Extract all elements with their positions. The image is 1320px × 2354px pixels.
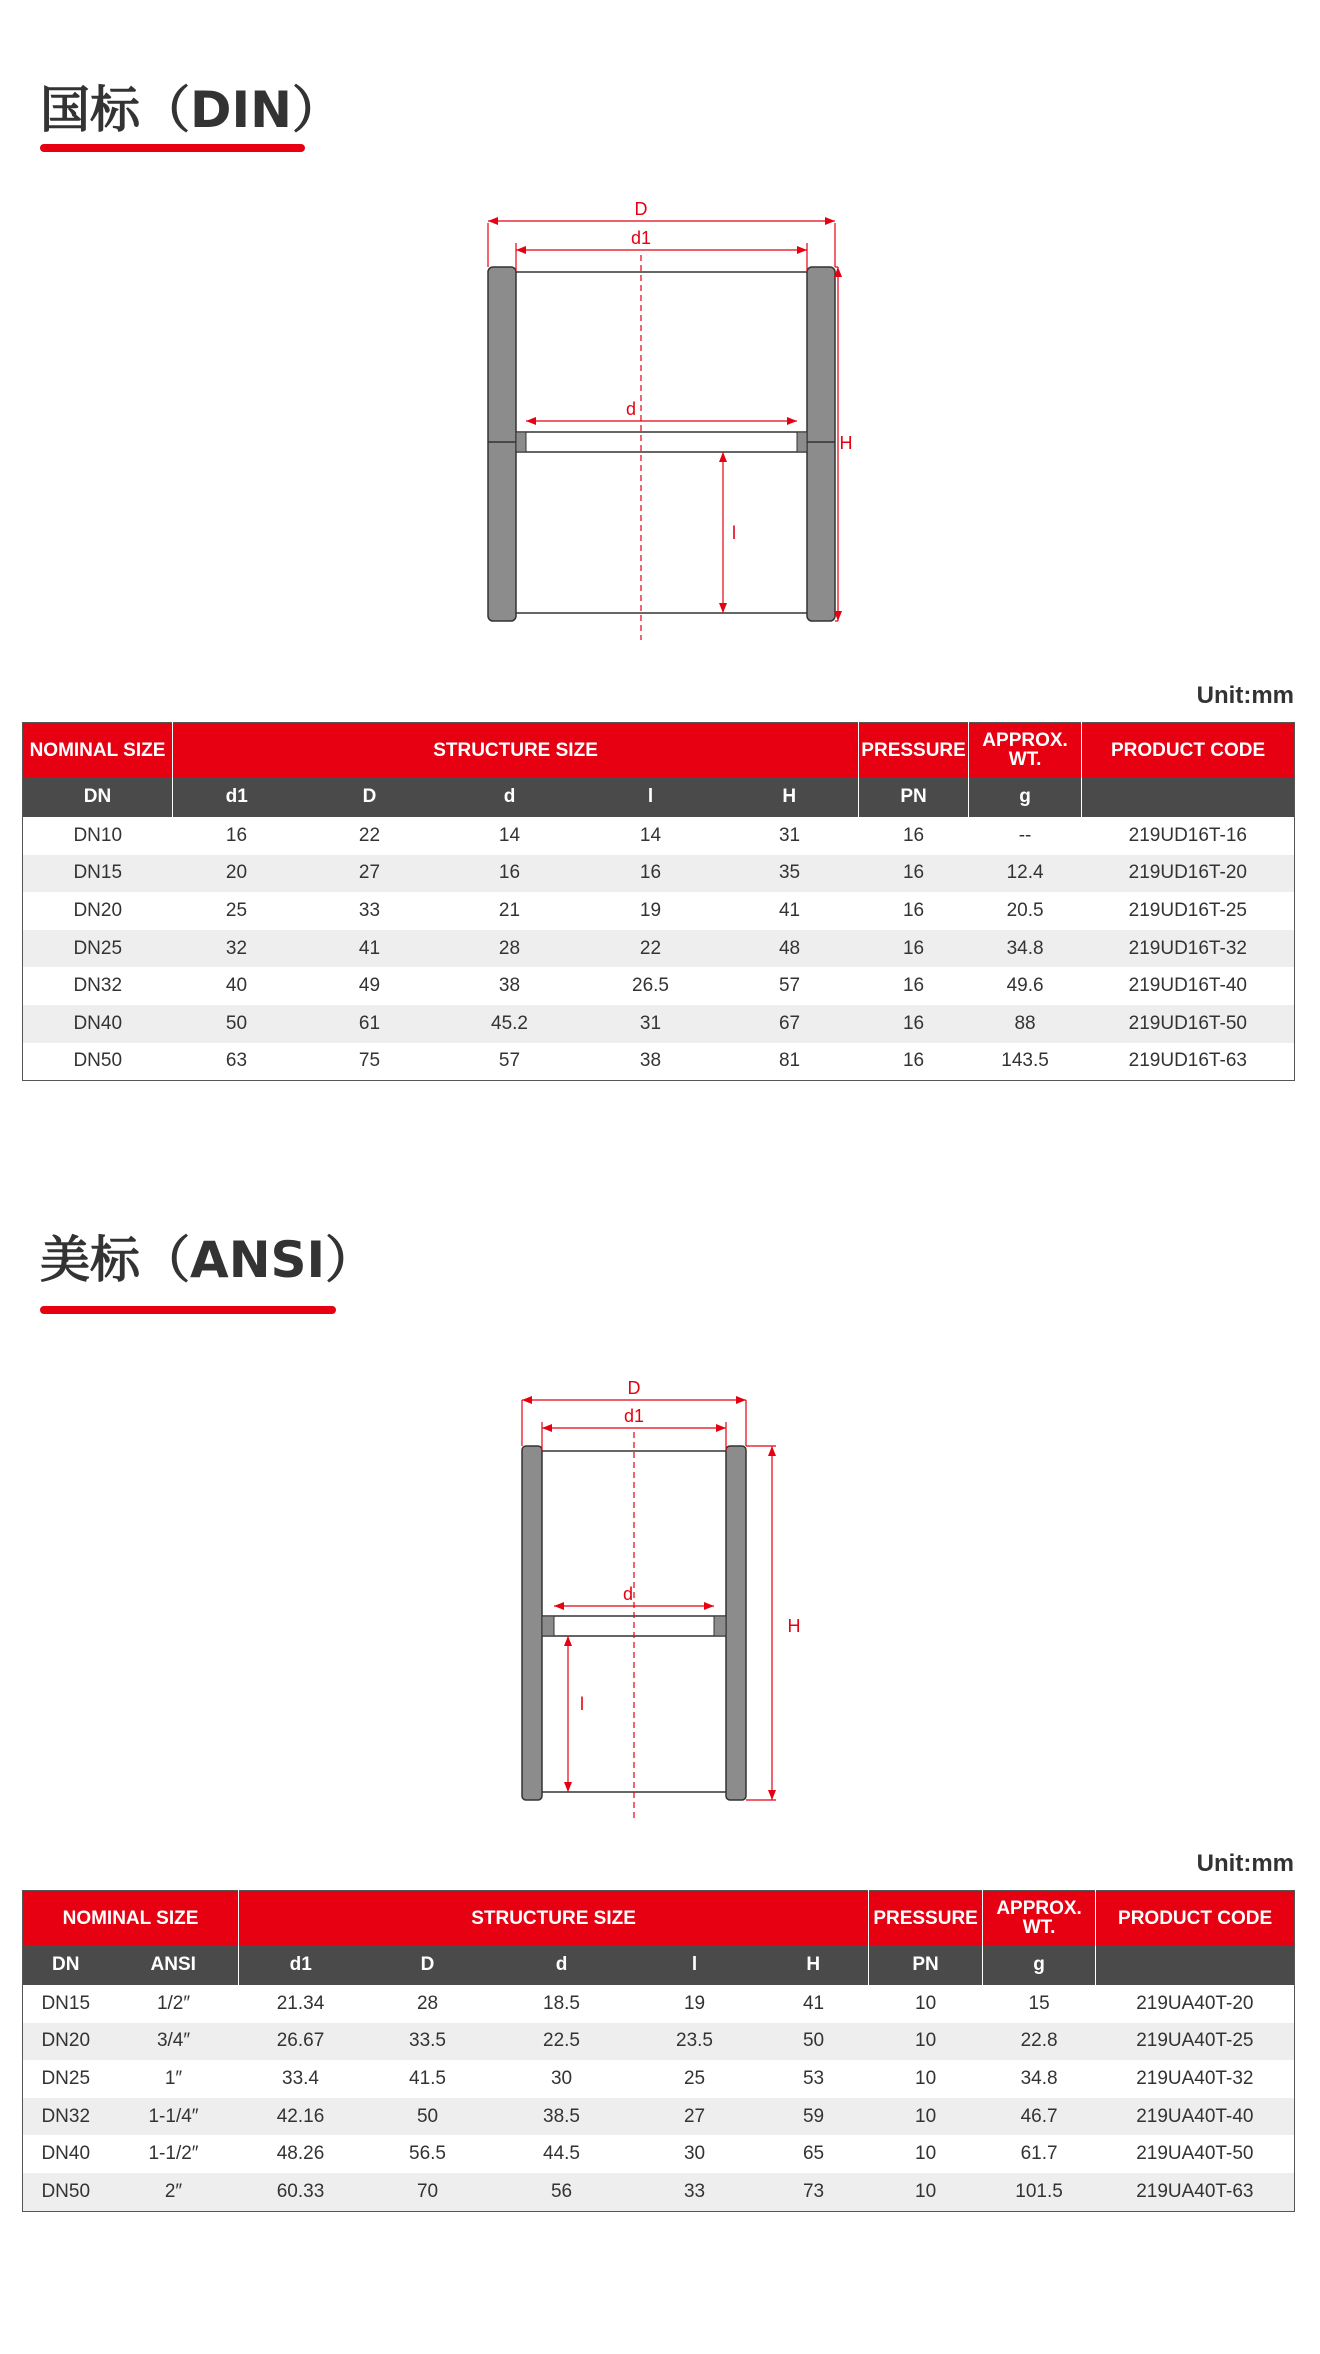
din-table-cell: 21 [498,899,521,921]
din-coupling-diagram [470,195,853,655]
ansi-table-cell: 59 [759,2098,869,2136]
din-table-cell: 28 [439,930,581,968]
ansi-header-pressure: PRESSURE [869,1891,983,1946]
ansi-table-cell: 46.7 [983,2098,1096,2136]
ansi-header-approx: APPROX. WT. [983,1891,1096,1946]
din-title-underline [40,144,305,152]
ansi-header-nominal: NOMINAL SIZE [23,1891,239,1946]
ansi-spec-table [22,1890,1295,2212]
ansi-table-cell: 38.5 [493,2098,631,2136]
ansi-sub-l: l [631,1945,759,1985]
din-table-cell: 20.5 [1006,899,1044,921]
din-table-cell: 16 [859,855,969,893]
ansi-table-cell: 10 [915,2143,937,2165]
ansi-table-cell: 1″ [164,2067,183,2089]
ansi-table-cell: 28 [416,1992,439,2014]
ansi-table-cell: DN25 [41,2067,91,2089]
din-table-cell: 33 [358,899,381,921]
din-table-cell: 41 [301,930,439,968]
ansi-table-cell: 2″ [109,2173,239,2211]
din-table-cell: 67 [721,1005,859,1043]
din-label-D: D [634,199,648,219]
ansi-table-cell: 56 [493,2173,631,2211]
ansi-table-cell: 44.5 [543,2143,580,2165]
ansi-table-cell: 101.5 [983,2173,1096,2211]
ansi-table-cell: 219UA40T-25 [1096,2023,1295,2061]
ansi-table-cell: 42.16 [239,2098,363,2136]
ansi-table-cell: 22.8 [983,2023,1096,2061]
din-table-cell: 38 [639,1050,662,1072]
ansi-table-cell: 10 [915,2067,937,2089]
din-table-body [23,817,1295,1081]
ansi-header-row [23,1891,1295,1946]
din-table-cell: 35 [721,855,859,893]
din-table-cell: 81 [778,1050,801,1072]
din-table-cell: 26.5 [632,975,669,997]
din-table-cell: 41 [778,899,801,921]
ansi-table-cell: 1/2″ [156,1992,191,2014]
din-table-cell: 219UD16T-16 [1128,824,1247,846]
ansi-table-cell: 219UA40T-40 [1096,2098,1295,2136]
din-sub-d1: d1 [173,777,301,817]
din-sub-dn: DN [23,777,173,817]
din-table-cell: 16 [581,855,721,893]
ansi-sub-ansi: ANSI [109,1945,239,1985]
din-sub-D: D [301,777,439,817]
din-table-cell: 16 [902,975,925,997]
din-table-cell: 16 [859,930,969,968]
din-table-cell: 38 [498,975,521,997]
din-table-cell: DN50 [73,1050,123,1072]
din-table-cell: 16 [902,1050,925,1072]
ansi-coupling-diagram [510,1378,810,1842]
din-table-cell: 31 [581,1005,721,1043]
din-sub-d: d [439,777,581,817]
din-coupling-body [488,255,835,640]
din-unit-label: Unit:mm [1196,682,1294,709]
din-table-cell: 57 [778,975,801,997]
ansi-table-row [23,2173,1295,2211]
din-table-cell: 45.2 [439,1005,581,1043]
ansi-table-row [23,2023,1295,2061]
din-table-row [23,1043,1295,1081]
din-table-cell: 14 [639,824,662,846]
din-table-cell: DN40 [23,1005,173,1043]
din-table-cell: DN25 [23,930,173,968]
ansi-table-cell: 50 [363,2098,493,2136]
ansi-table-cell: 15 [1028,1992,1050,2014]
din-table-cell: 219UD16T-32 [1082,930,1295,968]
ansi-table-cell: 25 [683,2067,706,2089]
din-table-cell: DN32 [73,975,123,997]
ansi-label-d: d [622,1584,634,1604]
ansi-sub-H: H [759,1945,869,1985]
ansi-table-cell: 53 [802,2067,825,2089]
din-table-cell: 16 [439,855,581,893]
din-table-cell: 219UD16T-63 [1128,1050,1247,1072]
din-header-row [23,723,1295,778]
ansi-table-cell: 22.5 [493,2023,631,2061]
ansi-table-cell: 23.5 [631,2023,759,2061]
din-label-d: d [625,399,637,419]
ansi-table-cell: 1-1/4″ [109,2098,239,2136]
din-table-cell: 14 [498,824,521,846]
din-section [0,0,1320,1100]
ansi-table-cell: 70 [363,2173,493,2211]
ansi-table-cell: 33 [631,2173,759,2211]
ansi-section [0,1150,1320,2350]
ansi-table-cell: 10 [869,2023,983,2061]
din-sub-pn: PN [859,777,969,817]
ansi-label-l: l [580,1694,584,1714]
ansi-sub-dn: DN [23,1945,109,1985]
ansi-table-row [23,2060,1295,2098]
din-header-nominal: NOMINAL SIZE [23,723,173,778]
ansi-table-row [23,2135,1295,2173]
ansi-label-d1: d1 [623,1406,645,1426]
din-dimension-lines [488,217,842,621]
din-table-row [23,892,1295,930]
ansi-table-cell: 73 [759,2173,869,2211]
ansi-sub-blank [1096,1945,1295,1985]
ansi-table-cell: 65 [802,2143,825,2165]
ansi-table-cell: 60.33 [239,2173,363,2211]
din-table-row [23,855,1295,893]
din-table-cell: 219UD16T-20 [1082,855,1295,893]
din-table-cell: 32 [173,930,301,968]
ansi-table-cell: 48.26 [276,2143,325,2165]
din-table-cell: 34.8 [969,930,1082,968]
din-header-product-code: PRODUCT CODE [1082,723,1295,778]
din-header-pressure: PRESSURE [859,723,969,778]
ansi-table-cell: 3/4″ [109,2023,239,2061]
ansi-table-cell: 19 [683,1992,706,2014]
ansi-table-cell: 41.5 [409,2067,446,2089]
ansi-table-cell: 33.4 [282,2067,319,2089]
din-table-cell: 40 [225,975,248,997]
ansi-table-body [23,1985,1295,2211]
ansi-table-cell: 61.7 [1020,2143,1058,2165]
din-table-cell: 48 [721,930,859,968]
ansi-title: 美标（ANSI） [40,1231,376,1289]
din-table-row [23,1005,1295,1043]
din-table-cell: 75 [358,1050,381,1072]
ansi-sub-g: g [983,1945,1096,1985]
din-table-cell: 88 [969,1005,1082,1043]
din-table-cell: DN20 [73,899,123,921]
ansi-table-cell: 34.8 [1020,2067,1058,2089]
ansi-table-cell: 10 [915,1992,937,2014]
ansi-table-cell: DN50 [23,2173,109,2211]
din-table-cell: 16 [225,824,248,846]
din-table-cell: 57 [498,1050,521,1072]
ansi-table-cell: 26.67 [239,2023,363,2061]
ansi-sub-d1: d1 [239,1945,363,1985]
din-table-cell: 22 [358,824,381,846]
din-title: 国标（DIN） [40,81,342,139]
ansi-subheader-row [23,1945,1295,1985]
ansi-table-cell: 219UA40T-32 [1136,2067,1254,2089]
din-table-cell: 50 [173,1005,301,1043]
din-table-cell: 12.4 [969,855,1082,893]
ansi-table-cell: DN40 [41,2143,91,2165]
ansi-label-H: H [787,1616,801,1636]
din-sub-H: H [721,777,859,817]
ansi-table-cell: 219UA40T-20 [1136,1992,1254,2014]
din-table-cell: 219UD16T-40 [1128,975,1247,997]
ansi-table-cell: 219UA40T-63 [1096,2173,1295,2211]
ansi-table-cell: 30 [550,2067,573,2089]
din-table-cell: 19 [639,899,662,921]
ansi-table-cell: 1-1/2″ [148,2143,199,2165]
din-table-cell: 16 [859,1005,969,1043]
ansi-sub-D: D [363,1945,493,1985]
din-table-cell: DN10 [73,824,123,846]
din-subheader-row [23,777,1295,817]
din-table-cell: 16 [902,824,925,846]
ansi-table-cell: 27 [631,2098,759,2136]
din-table-cell: -- [1018,824,1032,846]
ansi-table-cell: 56.5 [409,2143,446,2165]
ansi-header-structure: STRUCTURE SIZE [239,1891,869,1946]
ansi-table-cell: DN32 [23,2098,109,2136]
din-header-structure: STRUCTURE SIZE [173,723,859,778]
ansi-header-product-code: PRODUCT CODE [1096,1891,1295,1946]
din-table-cell: 143.5 [1001,1050,1049,1072]
din-table-cell: 219UD16T-25 [1128,899,1247,921]
ansi-table-cell: 50 [759,2023,869,2061]
din-label-d1: d1 [630,228,652,248]
ansi-table-cell: DN20 [23,2023,109,2061]
din-sub-g: g [969,777,1082,817]
din-table-cell: 31 [778,824,801,846]
din-label-l: l [732,523,736,543]
ansi-table-cell: 30 [683,2143,706,2165]
din-table-cell: 22 [581,930,721,968]
din-table-cell: 49 [358,975,381,997]
din-table-cell: 16 [902,899,925,921]
din-label-H: H [839,433,853,453]
din-table-cell: 25 [225,899,248,921]
din-table-cell: 49.6 [1006,975,1044,997]
ansi-coupling-body [522,1432,746,1822]
ansi-table-cell: 41 [802,1992,825,2014]
ansi-table-cell: 33.5 [363,2023,493,2061]
din-table-row [23,817,1295,855]
din-table-row [23,930,1295,968]
din-table-cell: 61 [301,1005,439,1043]
din-table-cell: 27 [301,855,439,893]
din-table-cell: DN15 [23,855,173,893]
ansi-table-row [23,1985,1295,2023]
ansi-table-cell: 21.34 [276,1992,325,2014]
din-header-approx: APPROX. WT. [969,723,1082,778]
ansi-unit-label: Unit:mm [1196,1850,1294,1877]
ansi-table-cell: 18.5 [543,1992,580,2014]
ansi-title-underline [40,1306,336,1314]
din-spec-table [22,722,1295,1081]
ansi-sub-pn: PN [869,1945,983,1985]
ansi-table-cell: DN15 [41,1992,91,2014]
ansi-table-cell: 10 [869,2173,983,2211]
ansi-table-row [23,2098,1295,2136]
din-table-cell: 20 [173,855,301,893]
ansi-table-cell: 219UA40T-50 [1136,2143,1254,2165]
ansi-table-cell: 10 [869,2098,983,2136]
din-sub-l: l [581,777,721,817]
din-table-row [23,967,1295,1005]
din-table-cell: 63 [225,1050,248,1072]
ansi-label-D: D [627,1378,641,1398]
din-sub-blank [1082,777,1295,817]
din-table-cell: 219UD16T-50 [1082,1005,1295,1043]
ansi-sub-d: d [493,1945,631,1985]
